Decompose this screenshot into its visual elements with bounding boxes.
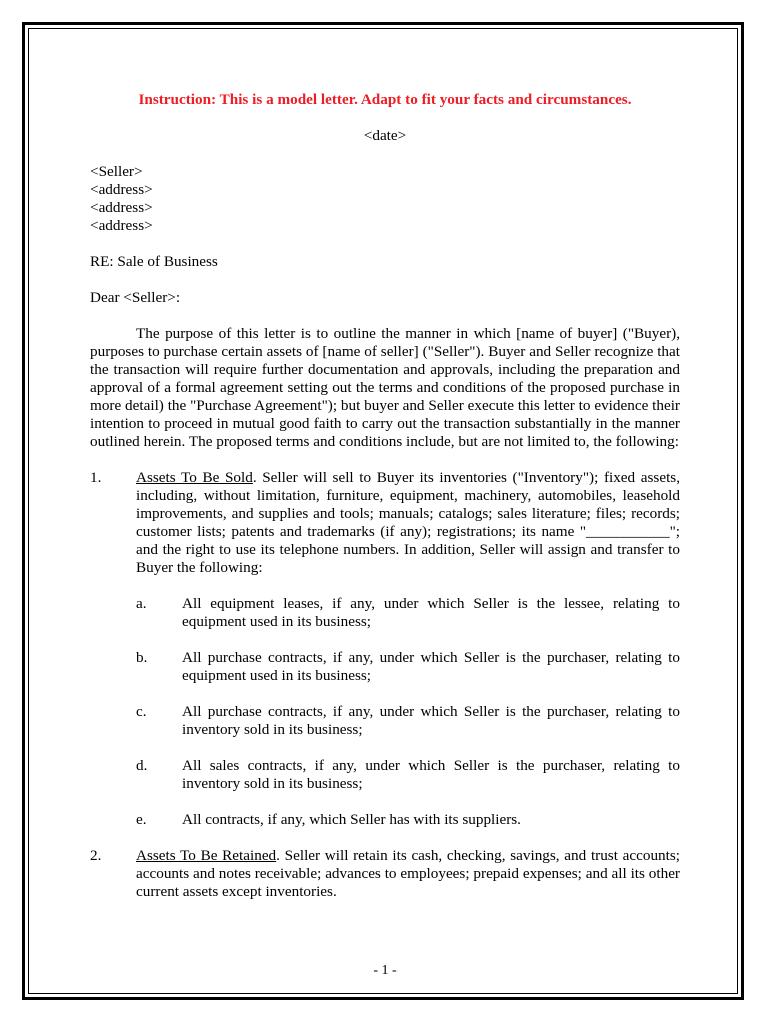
instruction-note: Instruction: This is a model letter. Adapt to fit your facts and circumstances. <box>138 91 632 108</box>
item-heading: Assets To Be Retained <box>136 847 277 864</box>
sub-item-a <box>90 595 680 631</box>
item-number: 1. <box>90 469 102 486</box>
sub-item-label: c. <box>136 703 147 720</box>
date-placeholder: <date> <box>363 127 407 144</box>
sub-item-b <box>90 649 680 685</box>
sub-item-text: All purchase contracts, if any, under which Seller is the purchaser, relating to equipment used in its business; <box>182 649 680 684</box>
sub-item-d <box>90 757 680 793</box>
item-heading: Assets To Be Sold <box>136 469 253 486</box>
numbered-item-2 <box>90 847 680 901</box>
sub-item-text: All contracts, if any, which Seller has with its suppliers. <box>182 811 521 828</box>
sub-item-text: All purchase contracts, if any, under which Seller is the purchaser, relating to inventory sold in its business; <box>182 703 680 738</box>
recipient-name: <Seller> <box>90 163 143 180</box>
recipient-address-line: <address> <box>90 181 153 198</box>
page-number: - 1 - <box>373 963 397 978</box>
item-text: . Seller will sell to Buyer its inventories ("Inventory"); fixed assets, including, without limitation, furniture, equipment, machinery, automobiles, leasehold improvements, and supplies and tools; manuals; catalogs; sales literature; files; records; customer lists; patents and trademarks (if any); registrations; its name "___________"; and the right to use its telephone numbers. In addition, Seller will assign and transfer to Buyer the following: <box>136 469 681 576</box>
item-text: . Seller will retain its cash, checking, savings, and trust accounts; accounts and notes receivable; advances to employees; prepaid expenses; and all its other current assets except inventories. <box>136 847 680 900</box>
sub-item-label: a. <box>136 595 147 612</box>
sub-item-label: d. <box>136 757 148 774</box>
recipient-address-line: <address> <box>90 217 153 234</box>
sub-item-text: All sales contracts, if any, under which Seller is the purchaser, relating to inventory sold in its business; <box>182 757 680 792</box>
sub-item-label: e. <box>136 811 147 828</box>
recipient-address-block <box>90 163 680 235</box>
letter-page <box>90 91 680 901</box>
sub-item-c <box>90 703 680 739</box>
numbered-item-1 <box>90 469 680 577</box>
sub-item-text: All equipment leases, if any, under which Seller is the lessee, relating to equipment used in its business; <box>182 595 680 630</box>
item-number: 2. <box>90 847 102 864</box>
sub-item-e <box>90 811 680 829</box>
sub-item-label: b. <box>136 649 148 666</box>
intro-paragraph: The purpose of this letter is to outline the manner in which [name of buyer] ("Buyer), purposes to purchase certain assets of [name of seller] ("Seller"). Buyer and Seller recognize that the transaction will require further documentation and approvals, including the preparation and approval of a formal agreement setting out the terms and conditions of the proposed purchase in more detail) the "Purchase Agreement"); but buyer and Seller execute this letter to evidence their intention to proceed in mutual good faith to carry out the transaction substantially in the manner outlined herein. The proposed terms and conditions include, but are not limited to, the following: <box>90 325 680 450</box>
recipient-address-line: <address> <box>90 199 153 216</box>
re-line: RE: Sale of Business <box>90 253 218 270</box>
salutation: Dear <Seller>: <box>90 289 181 306</box>
